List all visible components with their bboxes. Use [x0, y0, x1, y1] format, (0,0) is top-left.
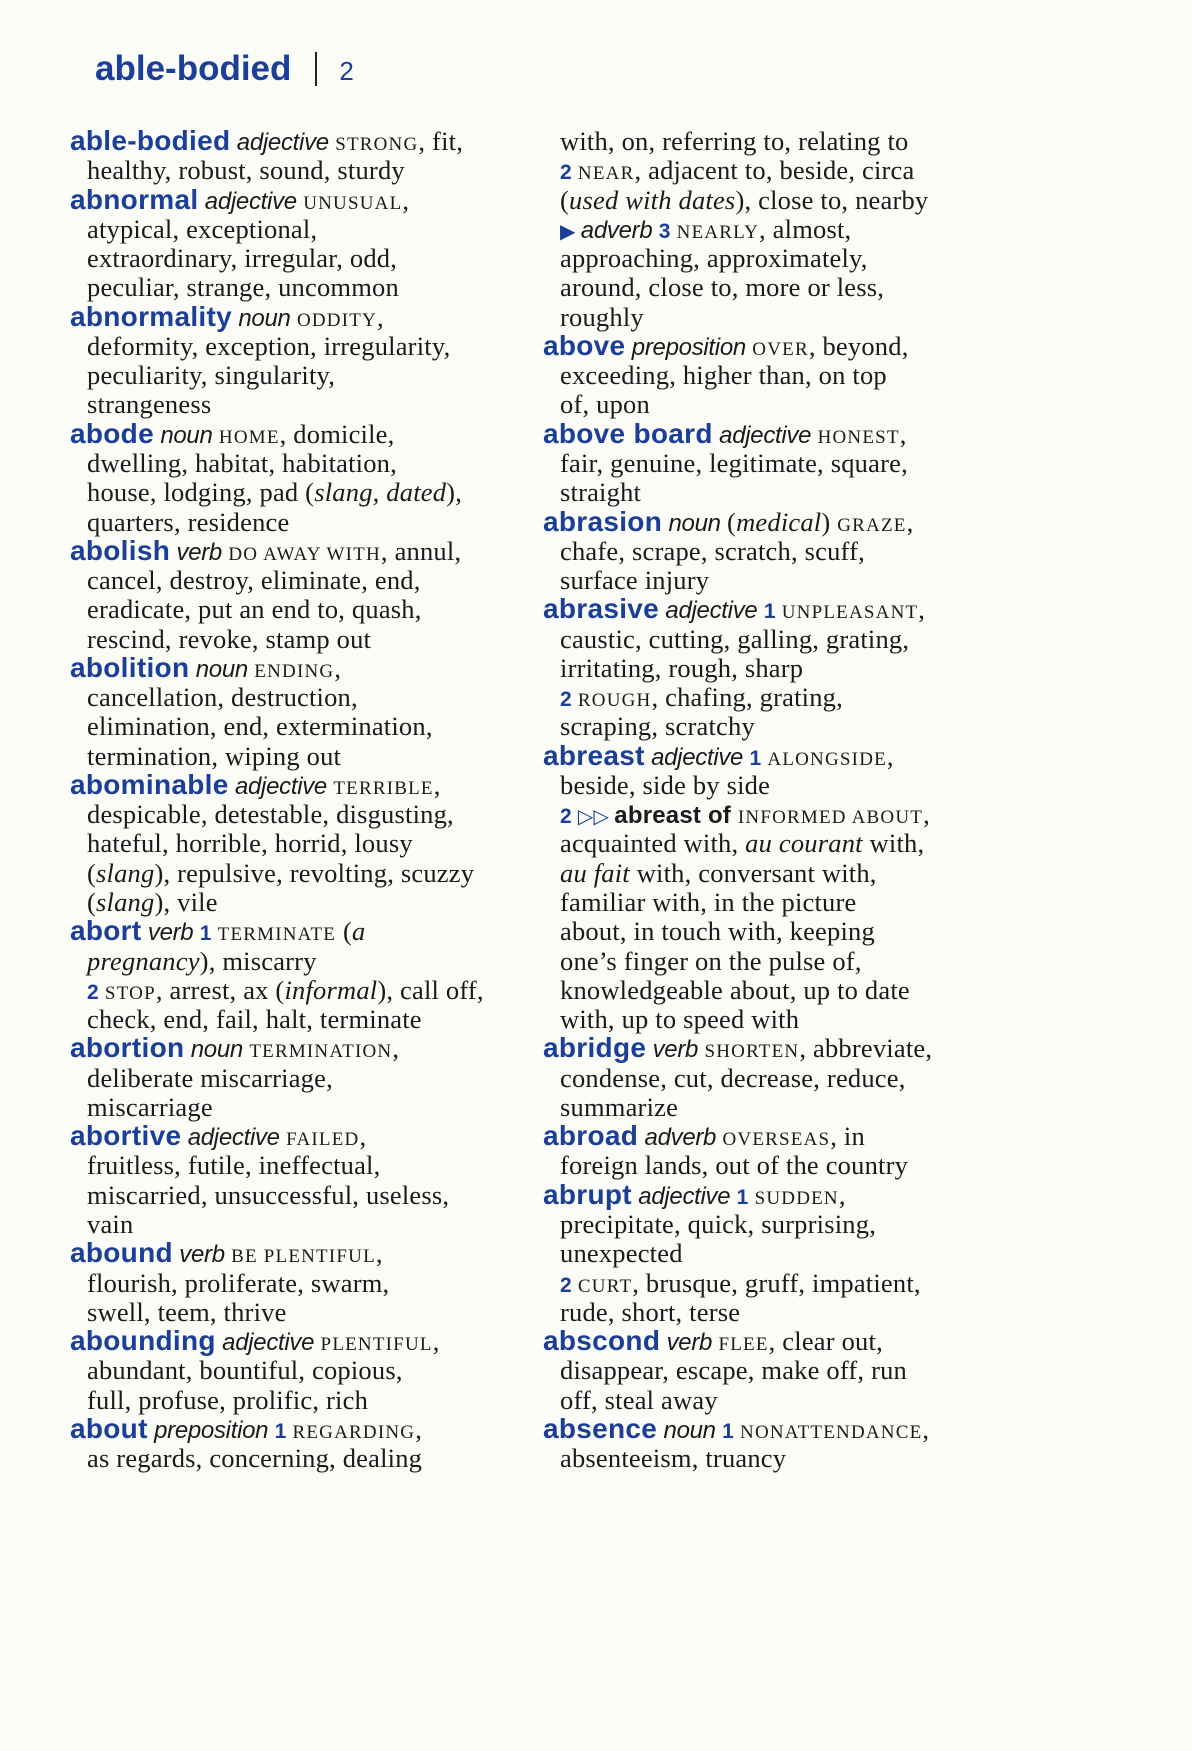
continuation-line: [87, 331, 450, 361]
italic-label: a: [351, 916, 366, 947]
synonyms-text: off, steal away: [560, 1384, 718, 1415]
core-sense: STOP: [104, 982, 156, 1004]
synonyms-text: peculiar, strange, uncommon: [87, 272, 399, 303]
sense-number: 1: [749, 746, 768, 770]
core-sense: FLEE: [718, 1334, 769, 1356]
continuation-line: [87, 682, 358, 712]
core-sense: STRONG: [335, 134, 419, 155]
continuation-line: [87, 887, 218, 917]
core-sense: BE PLENTIFUL: [231, 1246, 376, 1268]
synonyms-text: absenteeism, truancy: [560, 1443, 787, 1474]
core-sense: HONEST: [817, 426, 900, 448]
synonyms-text: fair, genuine, legitimate, square,: [560, 447, 908, 478]
synonyms-text: ,: [376, 301, 384, 332]
synonyms-text: deliberate miscarriage,: [87, 1062, 333, 1093]
italic-label: informal: [284, 974, 378, 1005]
synonyms-text: , beyond,: [808, 330, 909, 361]
headword: abrasive: [543, 593, 660, 625]
synonyms-text: , chafing, grating,: [651, 682, 843, 713]
core-sense: OVER: [752, 338, 809, 360]
synonyms-text: knowledgeable about, up to date: [560, 974, 910, 1005]
continuation-line: [560, 946, 862, 976]
headword: above: [543, 329, 626, 361]
part-of-speech: adjective: [230, 129, 336, 156]
part-of-speech: noun: [189, 655, 255, 683]
synonyms-text: miscarried, unsuccessful, useless,: [87, 1179, 450, 1210]
core-sense: GRAZE: [837, 514, 907, 536]
part-of-speech: noun: [662, 509, 728, 537]
synonyms-text: precipitate, quick, surprising,: [560, 1208, 877, 1239]
synonyms-text: eradicate, put an end to, quash,: [87, 594, 422, 625]
synonyms-text: ), repulsive, revolting, scuzzy: [154, 857, 475, 888]
core-sense: HOME: [218, 426, 280, 448]
continuation-line: [87, 624, 371, 654]
continuation-line: [87, 741, 341, 771]
synonyms-text: disappear, escape, make off, run: [560, 1355, 907, 1386]
continuation-line: [87, 360, 335, 390]
headword: abscond: [543, 1325, 661, 1357]
continuation-line: [87, 1004, 422, 1034]
part-of-speech: adjective: [228, 772, 334, 800]
core-sense: TERMINATE: [217, 924, 337, 946]
part-of-speech: noun: [184, 1036, 250, 1064]
continuation-line: [87, 594, 422, 624]
synonyms-text: approaching, approximately,: [560, 243, 868, 274]
continuation-line: [560, 565, 709, 595]
core-sense: DO AWAY WITH: [228, 543, 381, 565]
part-of-speech: noun: [232, 304, 297, 332]
headword: abortion: [70, 1032, 185, 1064]
synonyms-text: ,: [392, 1033, 400, 1064]
continuation-line: [560, 1063, 906, 1093]
continuation-line: [87, 1297, 287, 1327]
synonyms-text: ),: [446, 477, 463, 508]
synonyms-text: scraping, scratchy: [560, 711, 755, 742]
synonyms-text: ,: [375, 1238, 383, 1269]
synonyms-text: roughly: [560, 301, 644, 332]
synonyms-text: , clear out,: [768, 1326, 883, 1357]
continuation-line: [560, 711, 755, 741]
synonyms-text: healthy, robust, sound, sturdy: [87, 155, 405, 186]
synonyms-text: (: [87, 857, 97, 888]
sense-number: 2: [560, 805, 578, 829]
continuation-line: [87, 243, 397, 273]
continuation-line: [560, 916, 875, 946]
continuation-line: [87, 828, 413, 858]
synonyms-text: summarize: [560, 1091, 679, 1122]
synonyms-text: with, up to speed with: [560, 1004, 800, 1035]
headword: abound: [70, 1237, 173, 1269]
synonyms-text: ), vile: [154, 887, 218, 918]
continuation-line: [560, 360, 887, 390]
part-of-speech: adjective: [659, 597, 764, 625]
headword: abolish: [70, 534, 171, 566]
synonyms-text: ,: [415, 1413, 423, 1444]
part-of-speech: noun: [153, 421, 219, 449]
italic-label: medical: [736, 506, 822, 537]
headword: abode: [70, 417, 154, 449]
part-of-speech: verb: [646, 1036, 705, 1064]
continuation-line: [560, 389, 650, 419]
sense-number: 2: [560, 1273, 578, 1297]
synonyms-text: ,: [899, 418, 907, 449]
synonyms-text: ): [821, 506, 838, 537]
synonyms-text: , fit,: [418, 126, 464, 156]
core-sense: NEARLY: [676, 221, 760, 243]
continuation-line: [87, 155, 405, 185]
synonyms-text: foreign lands, out of the country: [560, 1150, 909, 1181]
synonyms-text: , domicile,: [279, 418, 395, 449]
headword: abolition: [70, 651, 190, 683]
continuation-line: [87, 946, 317, 976]
sense-number: 2: [560, 161, 578, 185]
synonyms-text: around, close to, more or less,: [560, 272, 885, 303]
synonyms-text: flourish, proliferate, swarm,: [87, 1267, 390, 1298]
synonyms-text: peculiarity, singularity,: [87, 360, 336, 391]
core-sense: NEAR: [577, 163, 635, 185]
synonyms-text: ), close to, nearby: [735, 184, 929, 215]
continuation-line: [87, 1092, 213, 1122]
core-sense: TERMINATION: [249, 1041, 393, 1063]
core-sense: TERRIBLE: [333, 777, 434, 799]
synonyms-text: house, lodging, pad (: [87, 477, 315, 508]
synonyms-text: check, end, fail, halt, terminate: [87, 1004, 422, 1035]
synonyms-text: (: [87, 887, 97, 918]
synonyms-text: ,: [923, 799, 930, 830]
italic-label: slang: [96, 857, 155, 888]
continuation-line: [560, 185, 928, 215]
synonyms-text: irritating, rough, sharp: [560, 652, 804, 683]
synonyms-text: as regards, concerning, dealing: [87, 1443, 423, 1474]
part-of-speech: adverb: [638, 1124, 723, 1152]
synonyms-text: termination, wiping out: [87, 740, 342, 771]
headword: abroad: [543, 1120, 639, 1152]
core-sense: SHORTEN: [704, 1041, 800, 1063]
core-sense: FAILED: [286, 1129, 360, 1151]
synonyms-text: hateful, horrible, horrid, lousy: [87, 828, 413, 859]
core-sense: ENDING: [254, 660, 335, 682]
synonyms-text: , adjacent to, beside, circa: [634, 155, 915, 186]
continuation-line: [87, 1209, 133, 1239]
synonyms-text: extraordinary, irregular, odd,: [87, 243, 398, 274]
continuation-line: [560, 272, 884, 302]
part-of-speech: adjective: [712, 421, 818, 449]
synonyms-text: fruitless, futile, ineffectual,: [87, 1150, 381, 1181]
core-sense: CURT: [577, 1275, 633, 1297]
headword: above board: [543, 417, 713, 449]
italic-label: slang, dated: [314, 477, 447, 508]
synonyms-text: acquainted with,: [560, 828, 746, 859]
headword: abounding: [70, 1325, 216, 1357]
part-of-speech: adjective: [198, 187, 304, 215]
synonyms-text: despicable, detestable, disgusting,: [87, 799, 454, 830]
continuation-line: [87, 389, 211, 419]
synonyms-text: surface injury: [560, 565, 710, 596]
synonyms-text: , annul,: [380, 535, 462, 566]
continuation-line: [560, 1209, 876, 1239]
sense-number: 1: [763, 600, 782, 624]
continuation-line: [560, 887, 856, 917]
continuation-line: [87, 477, 462, 507]
headword: abridge: [543, 1032, 647, 1064]
continuation-line: [560, 1355, 907, 1385]
sense-number: 1: [274, 1419, 293, 1443]
synonyms-text: full, profuse, prolific, rich: [87, 1384, 369, 1415]
continuation-line: [87, 711, 433, 741]
part-of-speech: verb: [660, 1329, 719, 1357]
synonyms-text: cancellation, destruction,: [87, 682, 358, 713]
synonyms-text: one’s finger on the pulse of,: [560, 945, 862, 976]
headword: abortive: [70, 1120, 182, 1152]
synonyms-text: quarters, residence: [87, 506, 290, 537]
synonyms-text: ,: [838, 1179, 846, 1210]
continuation-line: [560, 1004, 799, 1034]
sense-number: 1: [722, 1419, 741, 1443]
synonyms-text: ,: [886, 740, 894, 771]
continuation-line: [560, 653, 803, 683]
core-sense: SUDDEN: [754, 1187, 839, 1209]
synonyms-text: unexpected: [560, 1238, 683, 1269]
part-of-speech: adjective: [644, 743, 750, 771]
part-of-speech: adjective: [215, 1329, 321, 1357]
italic-label: slang: [96, 887, 155, 918]
continuation-line: [87, 1355, 403, 1385]
synonyms-text: ,: [402, 184, 410, 215]
synonyms-text: deformity, exception, irregularity,: [87, 330, 451, 361]
arrow-icon: ▶: [560, 220, 581, 243]
continuation-line: [87, 1443, 422, 1473]
headword: able-bodied: [70, 125, 231, 156]
continuation-line: [87, 507, 289, 537]
synonyms-text: straight: [560, 477, 642, 508]
continuation-line: [87, 565, 421, 595]
headword: abrasion: [543, 505, 663, 537]
core-sense: OVERSEAS: [722, 1129, 831, 1151]
continuation-line: [87, 1385, 368, 1415]
synonyms-text: ,: [433, 769, 441, 800]
continuation-line: [560, 770, 770, 800]
synonyms-text: condense, cut, decrease, reduce,: [560, 1062, 906, 1093]
synonyms-text: (: [560, 184, 570, 215]
core-sense: UNUSUAL: [303, 192, 403, 214]
continuation-line: [87, 1268, 389, 1298]
italic-label: used with dates: [569, 184, 736, 215]
part-of-speech: verb: [141, 919, 200, 947]
part-of-speech: adjective: [631, 1182, 737, 1210]
synonyms-text: chafe, scrape, scratch, scuff,: [560, 535, 865, 566]
italic-label: au fait: [560, 857, 630, 888]
continuation-line: [560, 126, 908, 156]
synonyms-text: ,: [334, 652, 342, 683]
sense-number: 1: [736, 1185, 755, 1209]
synonyms-text: ), miscarry: [199, 945, 317, 976]
headword: absence: [543, 1412, 658, 1444]
part-of-speech: preposition: [147, 1416, 275, 1444]
italic-label: pregnancy: [87, 945, 200, 976]
headword: abnormality: [70, 300, 233, 332]
part-of-speech: verb: [172, 1241, 232, 1269]
guide-word: able-bodied: [95, 49, 292, 88]
synonyms-text: strangeness: [87, 389, 212, 420]
synonyms-text: rude, short, terse: [560, 1296, 741, 1327]
core-sense: ODDITY: [296, 309, 377, 331]
synonyms-text: elimination, end, extermination,: [87, 711, 433, 742]
continuation-line: [87, 1180, 449, 1210]
continuation-line: [560, 243, 868, 273]
core-sense: PLENTIFUL: [320, 1334, 433, 1356]
synonyms-text: , in: [830, 1121, 865, 1152]
synonyms-text: , abbreviate,: [799, 1033, 933, 1064]
headword: abnormal: [70, 183, 199, 215]
part-of-speech: preposition: [625, 333, 753, 361]
continuation-line: [87, 1150, 380, 1180]
part-of-speech: adjective: [181, 1124, 287, 1152]
headword: about: [70, 1412, 148, 1444]
headword: abominable: [70, 768, 229, 800]
synonyms-text: about, in touch with, keeping: [560, 916, 875, 947]
continuation-line: [87, 799, 454, 829]
synonyms-text: (: [336, 916, 352, 947]
synonyms-text: cancel, destroy, eliminate, end,: [87, 565, 421, 596]
part-of-speech: verb: [170, 538, 229, 566]
sense-number: 2: [87, 980, 105, 1004]
synonyms-text: miscarriage: [87, 1091, 213, 1122]
part-of-speech: adverb: [580, 216, 659, 244]
continuation-line: [87, 1063, 333, 1093]
continuation-line: [87, 214, 317, 244]
core-sense: ROUGH: [577, 690, 652, 712]
core-sense: UNPLEASANT: [781, 602, 919, 624]
continuation-line: [560, 1150, 908, 1180]
continuation-line: [87, 448, 397, 478]
synonyms-text: ,: [918, 594, 926, 625]
synonyms-text: familiar with, in the picture: [560, 887, 857, 918]
synonyms-text: rescind, revoke, stamp out: [87, 623, 372, 654]
sense-number: 2: [560, 688, 578, 712]
continuation-line: [560, 975, 910, 1005]
synonyms-text: dwelling, habitat, habitation,: [87, 447, 397, 478]
synonyms-text: caustic, cutting, galling, grating,: [560, 623, 910, 654]
synonyms-text: with,: [862, 828, 925, 859]
continuation-line: [560, 1385, 718, 1415]
synonyms-text: atypical, exceptional,: [87, 213, 318, 244]
synonyms-text: ), call off,: [377, 974, 484, 1005]
phrase-headword: abreast of: [614, 802, 738, 830]
core-sense: ALONGSIDE: [767, 748, 887, 770]
sense-number: 1: [199, 922, 218, 946]
continuation-line: [560, 624, 909, 654]
synonyms-text: , arrest, ax (: [155, 974, 285, 1005]
synonyms-text: vain: [87, 1208, 134, 1239]
continuation-line: [560, 448, 908, 478]
synonyms-text: ,: [922, 1413, 930, 1444]
page-number: 2: [339, 56, 354, 86]
core-sense: NONATTENDANCE: [740, 1421, 923, 1443]
continuation-line: [560, 477, 641, 507]
core-sense: INFORMED ABOUT: [737, 807, 924, 829]
continuation-line: [560, 828, 924, 858]
continuation-line: [560, 1443, 786, 1473]
part-of-speech: noun: [657, 1416, 723, 1444]
synonyms-text: ,: [359, 1121, 367, 1152]
arrow-icon: ▷▷: [577, 806, 615, 829]
synonyms-text: abundant, bountiful, copious,: [87, 1355, 403, 1386]
continuation-line: [560, 1238, 683, 1268]
continuation-line: [87, 858, 474, 888]
continuation-line: [560, 302, 644, 332]
continuation-line: [560, 536, 865, 566]
synonyms-text: beside, side by side: [560, 769, 771, 800]
sense-number: 3: [658, 219, 677, 243]
running-header: [95, 46, 354, 89]
synonyms-text: of, upon: [560, 389, 650, 420]
headword: abort: [70, 915, 142, 947]
core-sense: REGARDING: [292, 1421, 416, 1443]
continuation-line: [560, 1092, 678, 1122]
synonyms-text: swell, teem, thrive: [87, 1296, 287, 1327]
headword: abrupt: [543, 1178, 632, 1210]
synonyms-text: exceeding, higher than, on top: [560, 360, 887, 391]
synonyms-text: with, on, referring to, relating to: [560, 126, 909, 156]
synonyms-text: ,: [432, 1326, 440, 1357]
synonyms-text: with, conversant with,: [629, 857, 877, 888]
synonyms-text: ,: [906, 506, 914, 537]
synonyms-text: (: [727, 506, 737, 537]
continuation-line: [560, 858, 877, 888]
italic-label: au courant: [745, 828, 863, 859]
synonyms-text: , brusque, gruff, impatient,: [632, 1267, 921, 1298]
synonyms-text: , almost,: [759, 213, 852, 244]
headword: abreast: [543, 739, 645, 771]
continuation-line: [87, 272, 399, 302]
continuation-line: [560, 1297, 740, 1327]
header-divider: [315, 52, 317, 86]
